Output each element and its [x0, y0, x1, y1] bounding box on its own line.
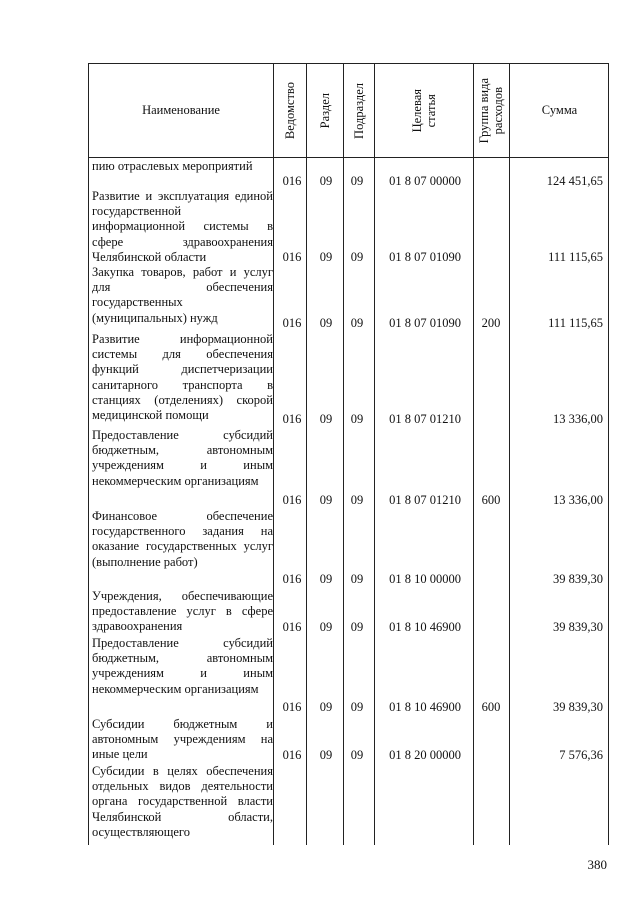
row-summa: 39 839,30: [553, 700, 603, 714]
row-razdel: 09: [319, 572, 333, 586]
row-podrazdel: 09: [350, 572, 364, 586]
row-name: Закупка товаров, работ и услуг для обеспечения государственных (муниципальных) нужд: [92, 265, 273, 325]
row-podrazdel: 09: [350, 316, 364, 330]
row-celevaya: 01 8 10 46900: [389, 700, 461, 714]
column-divider: [273, 64, 274, 845]
row-celevaya: 01 8 10 46900: [389, 620, 461, 634]
row-gruppa: 600: [481, 700, 501, 714]
header-name-label: Наименование: [142, 103, 220, 117]
row-vedomstvo: 016: [282, 316, 302, 330]
row-gruppa: 200: [481, 316, 501, 330]
row-razdel: 09: [319, 412, 333, 426]
row-podrazdel: 09: [350, 412, 364, 426]
row-summa: 13 336,00: [553, 493, 603, 507]
header-summa: [509, 64, 610, 157]
row-podrazdel: 09: [350, 174, 364, 188]
budget-table: [88, 63, 609, 845]
row-podrazdel: 09: [350, 620, 364, 634]
header-vedomstvo: [273, 64, 306, 157]
row-vedomstvo: 016: [282, 748, 302, 762]
row-razdel: 09: [319, 316, 333, 330]
row-vedomstvo: 016: [282, 174, 302, 188]
row-vedomstvo: 016: [282, 620, 302, 634]
header-celevaya: [374, 64, 473, 157]
row-name: Учреждения, обеспечивающие предоставление услуг в сфере здравоохранения: [92, 589, 273, 634]
row-podrazdel: 09: [350, 493, 364, 507]
row-razdel: 09: [319, 620, 333, 634]
row-summa: 111 115,65: [548, 316, 603, 330]
row-vedomstvo: 016: [282, 250, 302, 264]
row-name: Субсидии бюджетным и автономным учреждениям на иные цели: [92, 717, 273, 762]
row-name: пию отраслевых мероприятий: [92, 159, 253, 173]
column-divider: [306, 64, 307, 845]
row-razdel: 09: [319, 174, 333, 188]
header-vedomstvo-label: Ведомство: [282, 81, 297, 140]
row-celevaya: 01 8 10 00000: [389, 572, 461, 586]
row-vedomstvo: 016: [282, 700, 302, 714]
header-razdel: [306, 64, 343, 157]
row-name: Развитие и эксплуатация единой государственной информационной системы в сфере здравоохранения Челябинской области: [92, 189, 273, 264]
row-summa: 39 839,30: [553, 572, 603, 586]
row-vedomstvo: 016: [282, 493, 302, 507]
row-name: Развитие информационной системы для обеспечения функций диспетчеризации санитарного транспорта в станциях (отделениях) скорой медицинской помощи: [92, 332, 273, 423]
header-summa-label: Сумма: [541, 103, 578, 117]
row-summa: 124 451,65: [546, 174, 603, 188]
row-summa: 13 336,00: [553, 412, 603, 426]
row-gruppa: 600: [481, 493, 501, 507]
row-name: Предоставление субсидий бюджетным, автономным учреждениям и иным некоммерческим организациям: [92, 636, 273, 696]
row-celevaya: 01 8 07 00000: [389, 174, 461, 188]
row-razdel: 09: [319, 748, 333, 762]
row-podrazdel: 09: [350, 700, 364, 714]
header-gruppa-label: Группа вида расходов: [477, 77, 505, 144]
row-podrazdel: 09: [350, 748, 364, 762]
row-razdel: 09: [319, 700, 333, 714]
header-podrazdel-label: Подраздел: [351, 82, 366, 139]
row-name: Финансовое обеспечение государственного задания на оказание государственных услуг (выполнение работ): [92, 509, 273, 569]
row-vedomstvo: 016: [282, 412, 302, 426]
header-razdel-label: Раздел: [317, 92, 332, 129]
row-name: Предоставление субсидий бюджетным, автономным учреждениям и иным некоммерческим организациям: [92, 428, 273, 488]
row-summa: 39 839,30: [553, 620, 603, 634]
row-celevaya: 01 8 07 01210: [389, 493, 461, 507]
row-celevaya: 01 8 07 01090: [389, 250, 461, 264]
row-podrazdel: 09: [350, 250, 364, 264]
row-celevaya: 01 8 07 01090: [389, 316, 461, 330]
row-razdel: 09: [319, 250, 333, 264]
row-celevaya: 01 8 20 00000: [389, 748, 461, 762]
header-celevaya-label: Целевая статья: [409, 88, 438, 133]
row-summa: 7 576,36: [559, 748, 603, 762]
header-divider: [89, 157, 608, 158]
row-celevaya: 01 8 07 01210: [389, 412, 461, 426]
header-gruppa: [473, 64, 509, 157]
row-name: Субсидии в целях обеспечения отдельных видов деятельности органа государственной власти Челябинской области, осуществляющего: [92, 764, 273, 839]
row-summa: 111 115,65: [548, 250, 603, 264]
row-vedomstvo: 016: [282, 572, 302, 586]
header-podrazdel: [343, 64, 374, 157]
header-name: [89, 64, 273, 157]
row-razdel: 09: [319, 493, 333, 507]
page-number: 380: [587, 857, 607, 872]
